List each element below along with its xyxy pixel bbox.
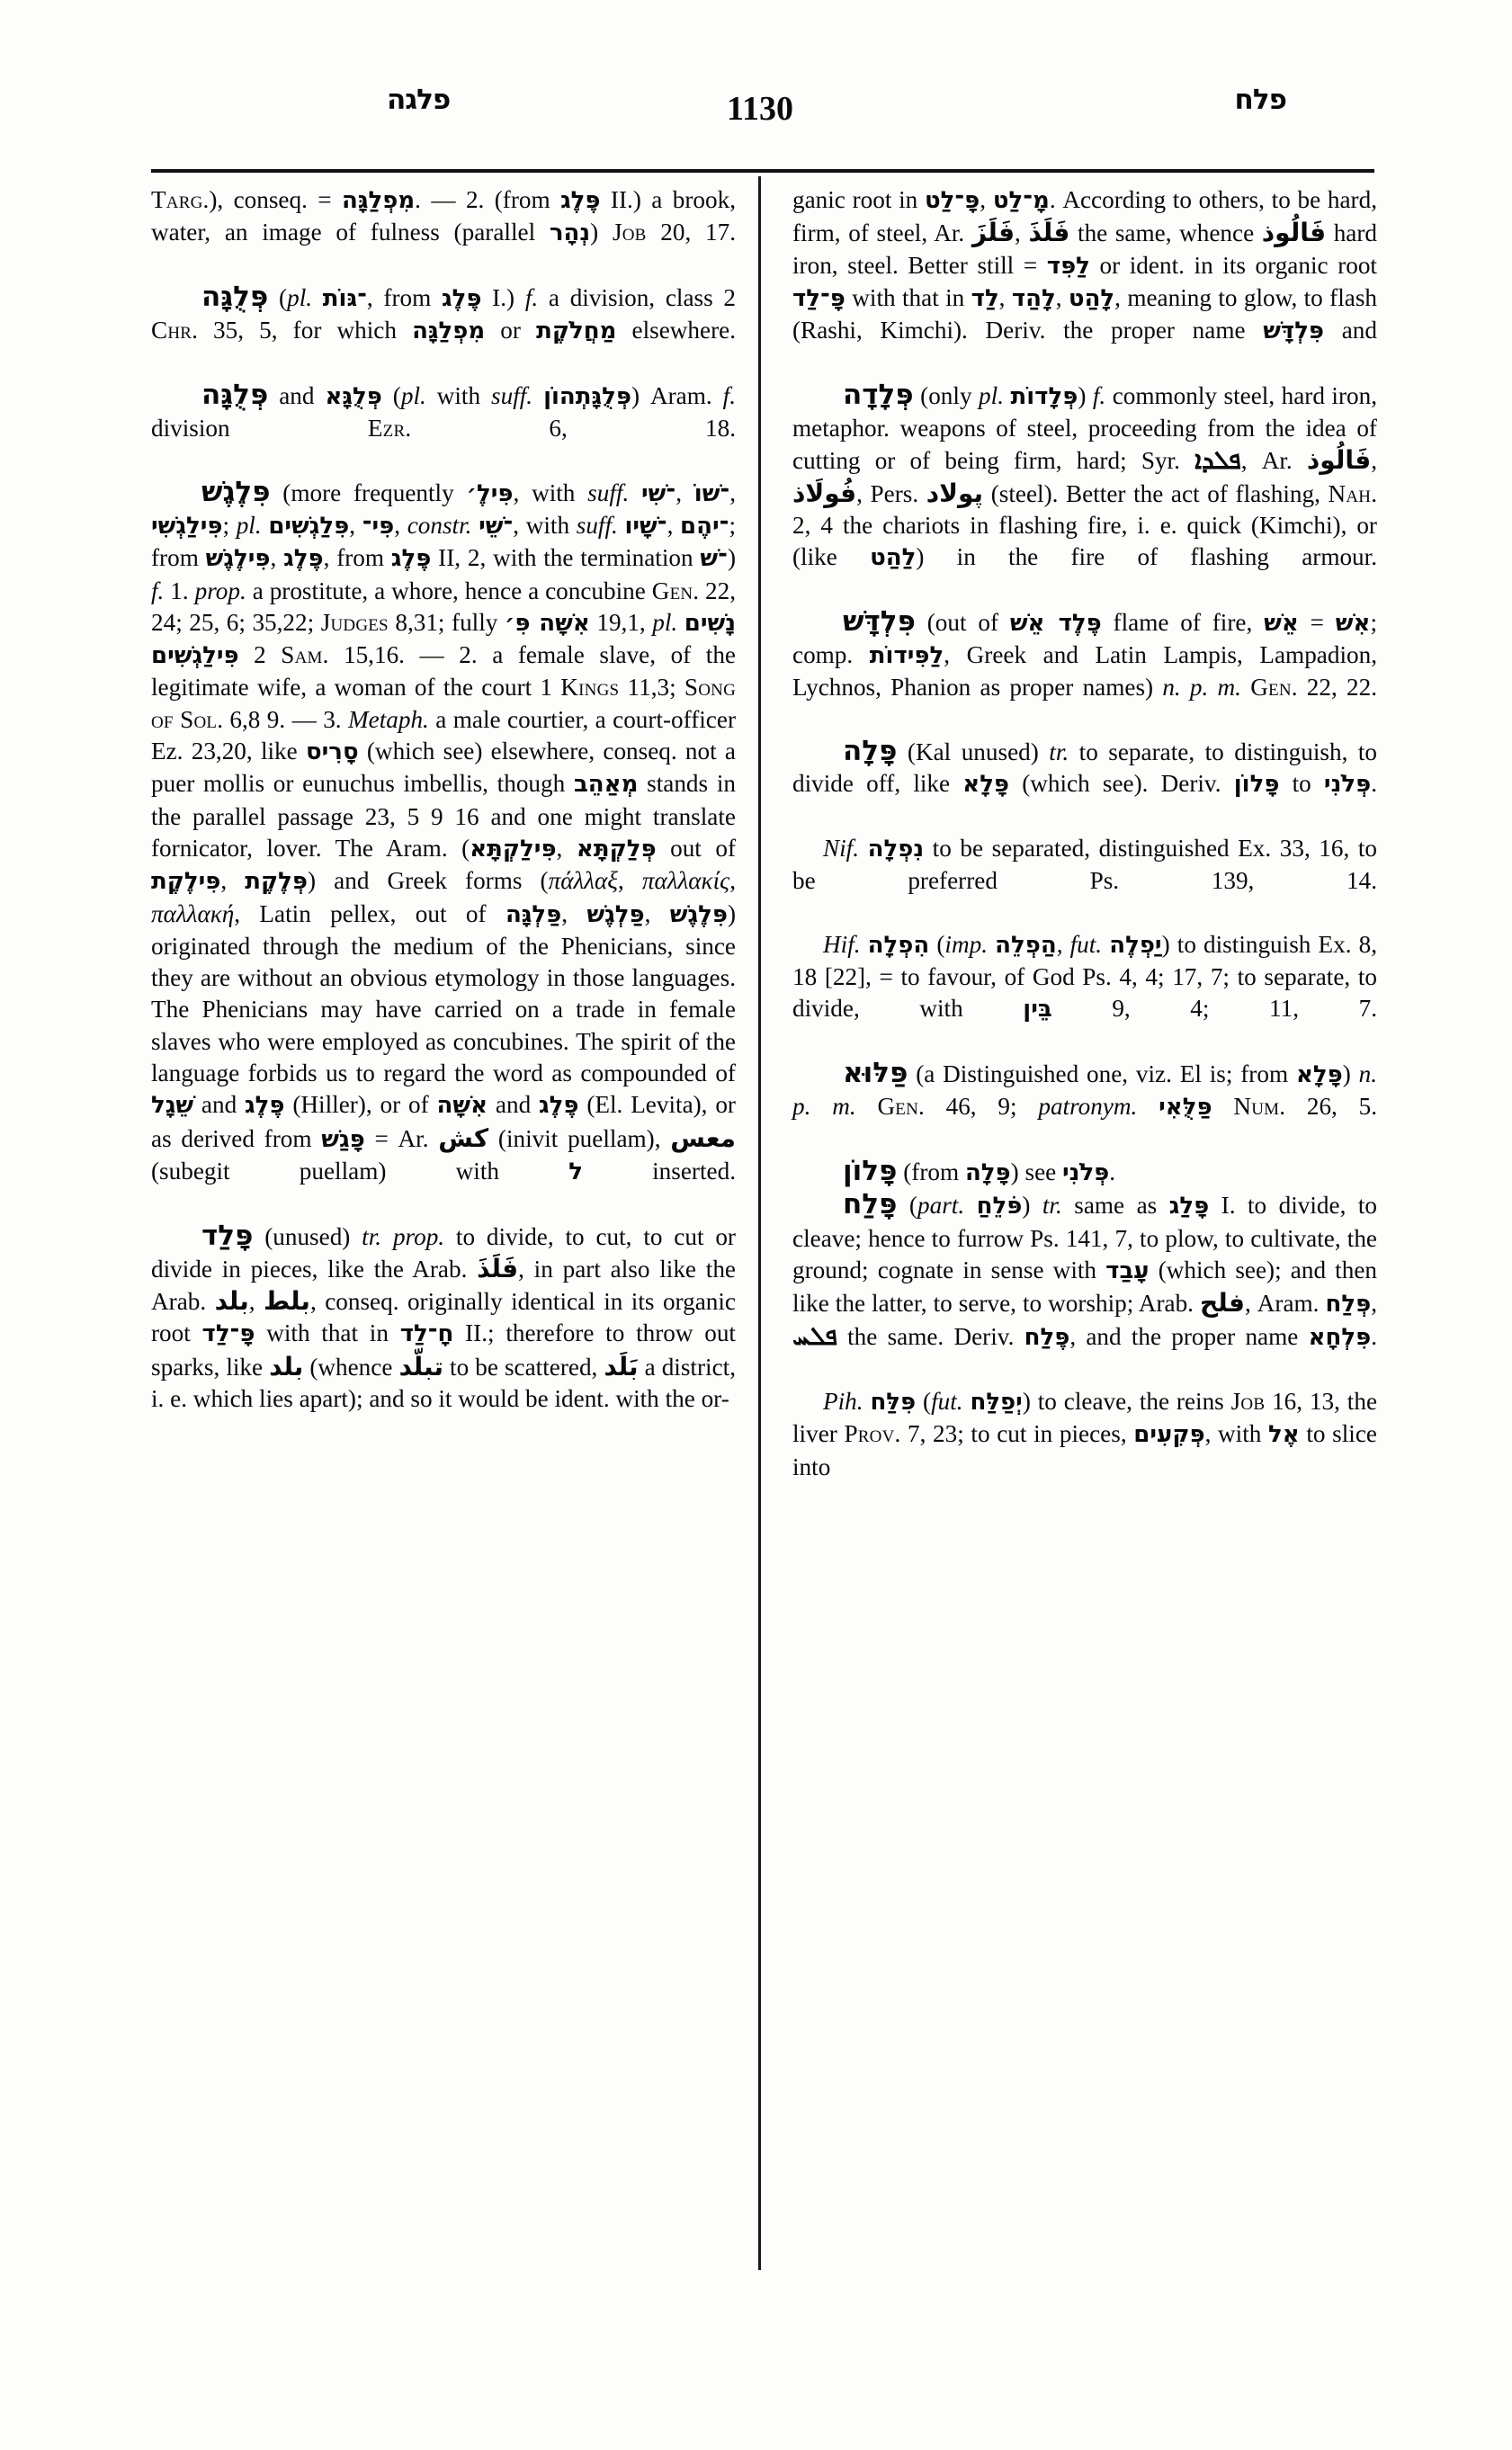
entry-peladah: פְּלָדָה (only pl. פְּלָדוֹת) f. commonly steel, hard iron, metaphor. weapons of steel, proceeding from the idea of cutting or of being firm, hard; Syr. ܦܠܕܐ, Ar. فَالُوذ, فُولَاذ, Pers. پولاد (steel). Better the act of flashing, Nah. 2, 4 the chariots in flashing fire, i. e. quick (Kimchi), or (like לַהַט) in the fire of flashing armour. — [792, 378, 1378, 572]
entry-pelugga: פְּלֻגָּה (pl. ־גּוֹת, from פֶּלֶג I.) f. a division, class 2 Chr. 35, 5, for which מִפְלַגָּה or מַחֲלֹקֶת elsewhere. — [151, 280, 737, 345]
right-column — [792, 184, 1377, 1483]
entry-palon: פָּלוֹן (from פָּלָה) see פְּלֹנִי. — [843, 1154, 1116, 1187]
entry-peleg-continuation: Targ.), conseq. = מִפְלַגָּה. — 2. (from פֶּלֶג II.) a brook, water, an image of fulness (parallel נְהָר) Job 20, 17. — [151, 186, 737, 247]
header-rule — [151, 169, 1374, 173]
entry-palach: פָּלַח (part. פֹּלֵחַ) tr. same as פָּלַג I. to divide, to cleave; hence to furrow Ps. 141, 7, to plow, to cultivate, the ground; cognate in sense with עָבַד (which see); and then like the latter, to serve, to worship; Arab. فلح, Aram. פְּלַח, ܦܠܚ the same. Deriv. פֶּלַח, and the proper name פִּלְחָא. — [792, 1188, 1378, 1352]
running-head-right-catchword: פלח — [1234, 84, 1286, 116]
entry-pilegesh: פִּלֶגֶשׁ (more frequently פִּילֶ׳, with suff. ־שִׁי, ־שׁוֹ, פִּילַגְשִׁי; pl. פִּלַגְשִׁים, פִּי־, constr. ־שֵׁי, with suff. ־שָׁיו, ־יהֶם; from פִּילֶגֶשׁ, פֶּלֶג, from פֶּלֶג II, 2, with the termination ־שׁ) f. 1. prop. a prostitute, a whore, hence a concubine Gen. 22, 24; 25, 6; 35,22; Judges 8,31; fully אִשָּׁה פִּ׳ 19,1, pl. נָשִׁים פִּילַגְשִׁים 2 Sam. 15,16. — 2. a female slave, of the legitimate wife, a woman of the court 1 Kings 11,3; Song of Sol. 6,8 9. — 3. Metaph. a male courtier, a court-officer Ez. 23,20, like סָרִיס (which see) elsewhere, conseq. not a puer mollis or eunuchus imbellis, though מְאַהֵב stands in the parallel passage 23, 5 9 16 and one might translate fornicator, lover. The Aram. (פִּילַקְתָּא, פְּלַקְתָּא out of פִּילֶקֶת, פְּלֶקֶת) and Greek forms (πάλλαξ, παλλακίς, παλλακή, Latin pellex, out of פַּלְגָּה, פַּלְגֶשׁ, פִּלֶגֶשׁ) originated through the medium of the Phenicians, since they are without an obvious etymology in those languages. The Phenicians may have carried on a trade in female slaves who were employed as concubines. The spirit of the language forbids us to regard the word as compounded of שֵׁגָל and פֶּלֶג (Hiller), or of אִשָּׁה and פֶּלֶג (El. Levita), or as derived from פָּגַשׁ = Ar. كش (inivit puellam), معس (subegit puellam) with ל inserted. — [151, 475, 737, 1185]
entry-palad-continuation: ganic root in פָּ־לַט, מָ־לַט. According to others, to be hard, firm, of steel, Ar. فَلَزَ, فَلَذَ the same, whence فَالُوذ hard iron, steel. Better still = לַפִּד or ident. in its organic root פָּ־לַד with that in לַד, לָהַד, לָהַט, meaning to glow, to flash (Rashi, Kimchi). Deriv. the proper name פִּלְדָּשׁ and — [792, 186, 1378, 345]
entry-pildash: פִּלְדָּשׁ (out of פֶּלֶד אֵשׁ flame of fire, אֵשׁ = אִשׁ; comp. לַפִּידוֹת, Greek and Latin Lampis, Lampadion, Lychnos, Phanion as proper names) n. p. m. Gen. 22, 22. — [792, 604, 1378, 702]
entry-palah-hifil: Hif. הִפְלָה (imp. הַפְלֵה, fut. יַפְלֶה) to distinguish Ex. 8, 18 [22], = to favour, of God Ps. 4, 4; 17, 7; to separate, to divide, with בֵּין 9, 4; 11, 7. — [792, 930, 1378, 1024]
running-head — [144, 86, 1376, 149]
entry-pelugga-aram: פְּלֻגָּה and פְּלֻגָּא (pl. with suff. פְּלֻגָּתְהוֹן) Aram. f. division Ezr. 6, 18. — [151, 378, 736, 443]
entry-palah-nifal: Nif. נִפְלָה to be separated, distinguished Ex. 33, 16, to be preferred Ps. 139, 14. — [792, 834, 1378, 895]
page-number: 1130 — [727, 90, 793, 128]
left-column — [151, 184, 736, 1415]
running-head-left-catchword: פלגה — [387, 84, 451, 116]
entry-palach-piel: Pih. פִּלַּח (fut. יְפַלַּח) to cleave, the reins Job 16, 13, the liver Prov. 7, 23; to cut in pieces, פְּקִעִים, with אֶל to slice into — [792, 1387, 1378, 1480]
entry-palah: פָּלָה (Kal unused) tr. to separate, to distinguish, to divide off, like פָּלָא (which see). Deriv. פָּלוֹן to פְּלֹנִי. — [792, 735, 1377, 799]
entry-palad: פָּלַד (unused) tr. prop. to divide, to cut, to cut or divide in pieces, like the Arab. فَلَذَ, in part also like the Arab. بلد, بلط, conseq. originally identical in its organic root פָּ־לַד with that in חָ־לַד II.; therefore to throw out sparks, like بلد (whence تبلّد to be scattered, بَلَد a district, i. e. which lies apart); and so it would be ident. with the or- — [151, 1219, 737, 1412]
entry-pallu: פַּלּוּא (a Distinguished one, viz. El is; from פָּלָא) n. p. m. Gen. 46, 9; patronym. פַּלֻּאִי Num. 26, 5. — [792, 1057, 1378, 1122]
body-columns — [151, 184, 1377, 2289]
